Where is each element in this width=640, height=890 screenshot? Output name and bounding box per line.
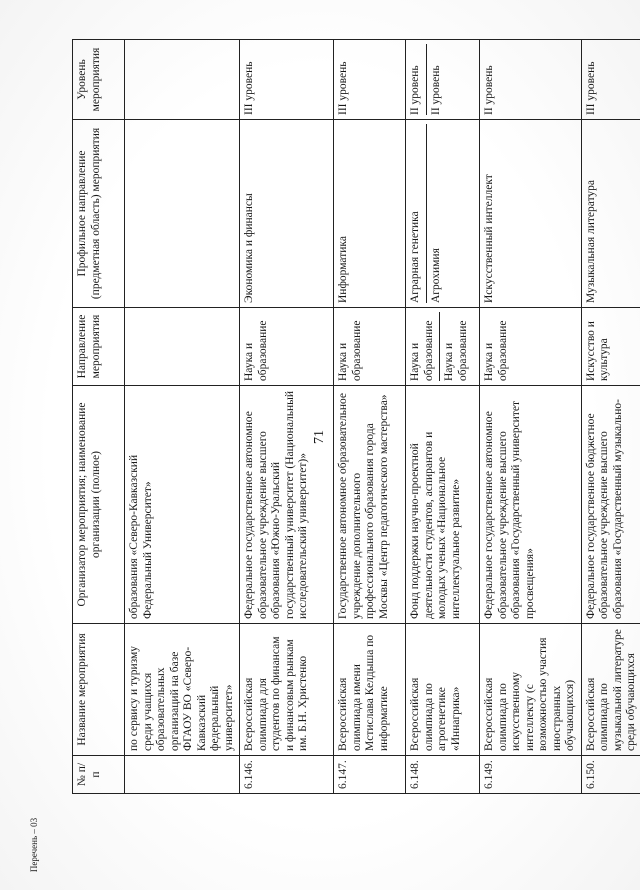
cell-level bbox=[406, 40, 480, 120]
cell-direction-part1: Наука и образование bbox=[409, 312, 440, 381]
cell-direction: Наука и образование bbox=[334, 308, 406, 386]
cell-num: 6.147. bbox=[334, 756, 406, 794]
cell-level: III уровень bbox=[581, 40, 640, 120]
cell-profile-part1: Аграрная генетика bbox=[409, 124, 427, 303]
cell-name: по сервису и туризму среди учащихся образовательных организаций на базе ФГАОУ ВО «Северо-Кавказский федеральный университет» bbox=[125, 624, 240, 756]
cell-level-part1: II уровень bbox=[409, 44, 427, 115]
cell-org: образования «Северо-Кавказский Федеральный Университет» bbox=[125, 386, 240, 624]
cell-level bbox=[125, 40, 240, 120]
header-num: № п/п bbox=[73, 756, 125, 794]
table-row bbox=[406, 40, 480, 794]
cell-level-part2: II уровень bbox=[429, 65, 442, 115]
cell-org: Государственное автономное образовательное учреждение дополнительного профессионального образования города Москвы «Центр педагогического мастерства» bbox=[334, 386, 406, 624]
page-number: 71 bbox=[312, 430, 327, 444]
cell-direction: Наука и образование bbox=[480, 308, 582, 386]
cell-profile: Информатика bbox=[334, 120, 406, 308]
header-profile: Профильное направление (предметная область) мероприятия bbox=[73, 120, 125, 308]
cell-name: Всероссийская олимпиада имени Мстислава Келдыша по информатике bbox=[334, 624, 406, 756]
cell-profile-part2: Агрохимия bbox=[429, 248, 442, 303]
table-row bbox=[334, 40, 406, 794]
cell-direction: Искусство и культура bbox=[581, 308, 640, 386]
table-header-row bbox=[73, 40, 125, 794]
cell-direction bbox=[406, 308, 480, 386]
header-level: Уровень мероприятия bbox=[73, 40, 125, 120]
cell-profile bbox=[406, 120, 480, 308]
rotated-table-area bbox=[72, 40, 637, 794]
cell-level: III уровень bbox=[334, 40, 406, 120]
cell-name: Всероссийская олимпиада по искусственному интеллекту (с возможностью участия иностранных обучающихся) bbox=[480, 624, 582, 756]
cell-num: 6.149. bbox=[480, 756, 582, 794]
cell-level: III уровень bbox=[240, 40, 334, 120]
cell-num: 6.146. bbox=[240, 756, 334, 794]
cell-org: Федеральное государственное автономное образовательное учреждение высшего образования «Государственный университет просвещения» bbox=[480, 386, 582, 624]
table-row bbox=[240, 40, 334, 794]
page-footer: Перечень – 03 bbox=[29, 817, 39, 873]
header-name: Название мероприятия bbox=[73, 624, 125, 756]
cell-profile: Музыкальная литература bbox=[581, 120, 640, 308]
cell-direction: Наука и образование bbox=[240, 308, 334, 386]
events-table bbox=[72, 39, 640, 794]
cell-org: Фонд поддержки научно-проектной деятельности студентов, аспирантов и молодых ученых «Национальное интеллектуальное развитие» bbox=[406, 386, 480, 624]
cell-org: Федеральное государственное бюджетное образовательное учреждение высшего образования «Государственный музыкально- bbox=[581, 386, 640, 624]
cell-profile: Экономика и финансы bbox=[240, 120, 334, 308]
table-row bbox=[581, 40, 640, 794]
cell-num bbox=[125, 756, 240, 794]
header-direction: Направление мероприятия bbox=[73, 308, 125, 386]
cell-org: Федеральное государственное автономное образовательное учреждение высшего образования «Южно-Уральский государственный университет (Национальный исследовательский университет)» bbox=[240, 386, 334, 624]
table-row bbox=[480, 40, 582, 794]
cell-num: 6.148. bbox=[406, 756, 480, 794]
cell-profile: Искусственный интеллект bbox=[480, 120, 582, 308]
table-row bbox=[125, 40, 240, 794]
cell-num: 6.150. bbox=[581, 756, 640, 794]
header-org: Организатор мероприятия; наименование организации (полное) bbox=[73, 386, 125, 624]
cell-direction-part2: Наука и образование bbox=[443, 320, 469, 381]
cell-profile bbox=[125, 120, 240, 308]
cell-name: Всероссийская олимпиада по музыкальной литературе среди обучающихся bbox=[581, 624, 640, 756]
table-container bbox=[72, 40, 637, 794]
cell-name: Всероссийская олимпиада по агрогенетике «Иннагрика» bbox=[406, 624, 480, 756]
cell-level: II уровень bbox=[480, 40, 582, 120]
cell-direction bbox=[125, 308, 240, 386]
cell-name: Всероссийская олимпиада для студентов по финансам и финансовым рынкам им. Б.Н. Христенко bbox=[240, 624, 334, 756]
